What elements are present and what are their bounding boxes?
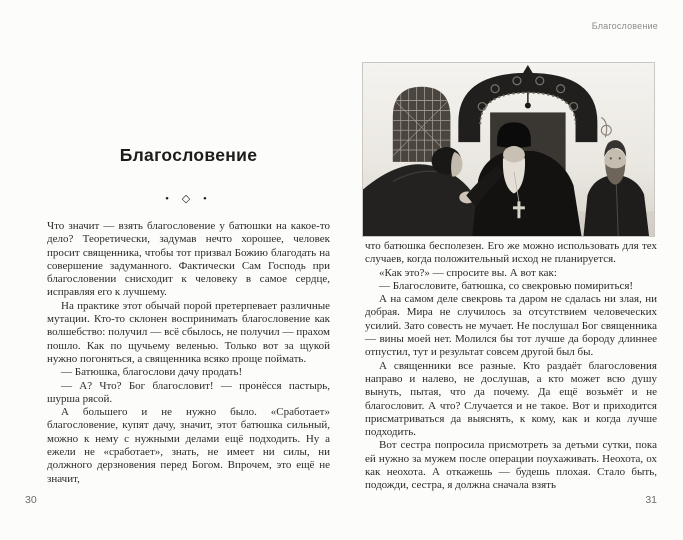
paragraph: — Батюшка, благослови дачу продать! bbox=[61, 366, 243, 379]
paragraph: — А? Что? Бог благословит! — пронёсся пастырь, шурша рясой. bbox=[47, 379, 330, 405]
paragraph: «Как это?» — спросите вы. А вот как: bbox=[379, 266, 557, 279]
chapter-title: Благословение bbox=[119, 145, 258, 165]
paragraph: На практике этот обычай порой претерпевает различные мутации. Кто-то склонен воспринимать благословение как волшебство: получил — всё сбылось, не получил — прахом пошло. Как по щучьему веленью. Только вот за щукой нужно погоняться, а священника всяко проще поймать. bbox=[47, 299, 330, 365]
paragraph: А на самом деле свекровь та даром не сдалась ни злая, ни добрая. Мира не случилось за отсутствием человеческих усилий. Зато совесть не мучает. Не послушал Бог священника — вины моей нет. Молился бы тот лучше да бороду длиннее отпустил, тут и результат совсем другой был бы. bbox=[365, 293, 657, 359]
paragraph: А большего и не нужно было. «Сработает» благословение, купят дачу, значит, этот батюшка сильный, можно к нему с нужными делами ещё подходить. Ну а ежели не «сработает», знать, не имеет ни силы, ни должного дерзновения перед Богом. Впрочем, это ещё не значит, bbox=[47, 406, 330, 485]
running-header: Благословение bbox=[591, 21, 658, 31]
page-number-right: 31 bbox=[645, 494, 657, 506]
photo-priest-blessing bbox=[362, 62, 655, 237]
paragraph: Что значит — взять благословение у батюшки на какое-то дело? Теоретически, задумав нечто хорошее, человек просит священника, чтобы тот призвал Божию благодать на совершение задуманного. Фактически Сам Господь при благословении снисходит к человеку в самое сердце, исправляя его к лучшему. bbox=[47, 220, 330, 299]
page-number-left: 30 bbox=[25, 494, 37, 506]
photo-illustration bbox=[363, 63, 654, 236]
paragraph: Вот сестра попросила присмотреть за детьми сутки, пока ей нужно за мужем после операции поухаживать. Неохота, ох как неохота. А откажешь — будешь плохая. Стало быть, подожди, сестра, я должна сначала взять bbox=[365, 439, 657, 492]
paragraph: А священники все разные. Кто раздаёт благословения направо и налево, не дослушав, а кто может всю душу вынуть, пытая, что да почему. Да ещё возьмёт и не благословит. А что? Случается и не такое. Вот и приходится присматриваться да выяснять, к кому, как и когда лучше подходить. bbox=[365, 359, 657, 439]
paragraph: — Благословите, батюшка, со свекровью помириться! bbox=[379, 279, 634, 292]
left-page-text bbox=[47, 220, 330, 486]
right-page-text bbox=[365, 240, 657, 493]
chapter-ornament: • ◇ • bbox=[165, 193, 212, 205]
paragraph: что батюшка бесполезен. Его же можно использовать для тех случаев, когда положительный исход не планируется. bbox=[365, 240, 657, 266]
